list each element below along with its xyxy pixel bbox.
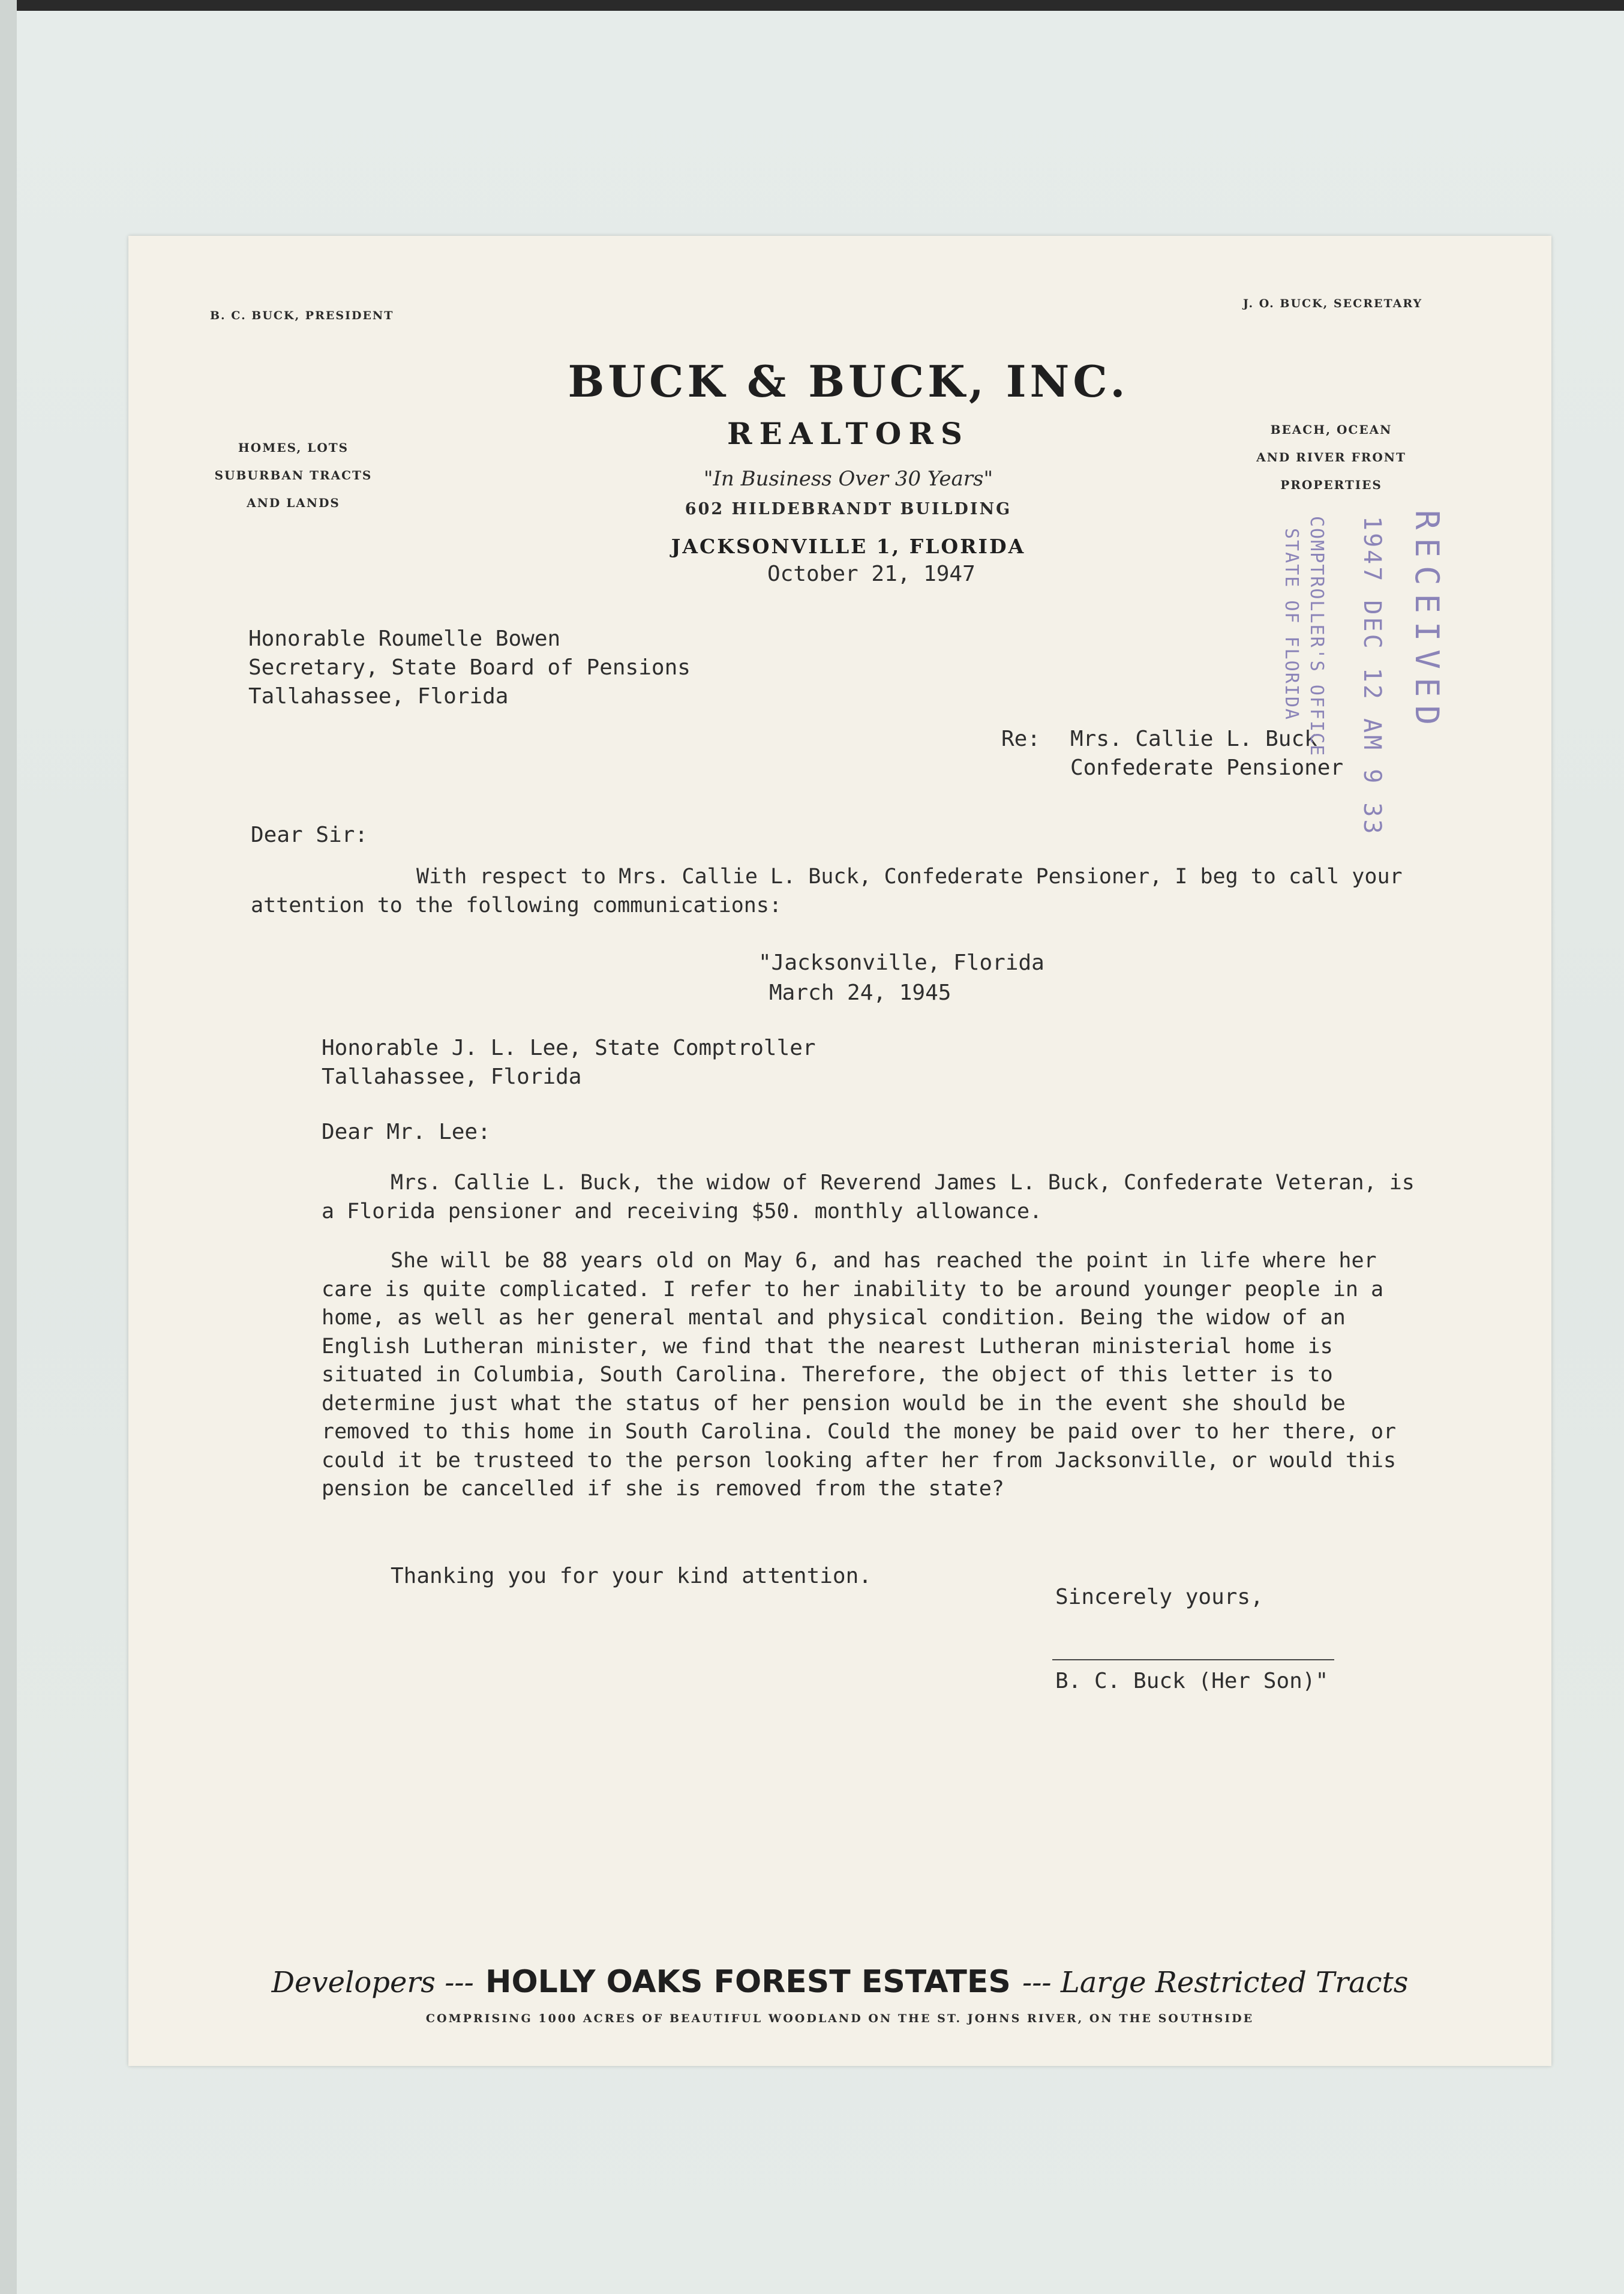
company-tagline: "In Business Over 30 Years" xyxy=(703,467,993,491)
stamp-office: COMPTROLLER'S OFFICE xyxy=(1306,516,1327,757)
signature: B. C. Buck (Her Son)" xyxy=(1055,1669,1329,1693)
president-label: B. C. BUCK, PRESIDENT xyxy=(210,309,394,322)
received-stamp xyxy=(1212,510,1494,836)
re-line: Mrs. Callie L. Buck xyxy=(1070,727,1317,751)
letter-date: October 21, 1947 xyxy=(767,562,975,586)
quoted-salutation: Dear Mr. Lee: xyxy=(322,1120,491,1144)
quoted-addressee-block xyxy=(322,1034,816,1091)
valediction: Sincerely yours, xyxy=(1055,1585,1263,1609)
services-right-line: AND RIVER FRONT xyxy=(1256,450,1406,464)
footer-estates: HOLLY OAKS FOREST ESTATES xyxy=(485,1964,1011,2000)
services-right-line: PROPERTIES xyxy=(1280,478,1382,492)
company-subtitle: REALTORS xyxy=(727,416,969,451)
footer-comprising: COMPRISING 1000 ACRES OF BEAUTIFUL WOODLAND ON THE ST. JOHNS RIVER, ON THE SOUTHSIDE xyxy=(425,2012,1254,2025)
quoted-date: March 24, 1945 xyxy=(769,980,951,1005)
company-city: JACKSONVILLE 1, FLORIDA xyxy=(671,535,1026,558)
addressee-line: Honorable Roumelle Bowen xyxy=(248,626,561,651)
quoted-thanks: Thanking you for your kind attention. xyxy=(391,1564,872,1588)
quoted-addressee-line: Tallahassee, Florida xyxy=(322,1064,582,1089)
quoted-paragraph-2: She will be 88 years old on May 6, and has reached the point in life where her care is quite complicated. I refer to her inability to be around younger people in a home, as well as her general mental and physical condition. Being the widow of an English Lutheran minister, we find that the nearest Lutheran ministerial home is situated in Columbia, South Carolina. Therefore, the object of this letter is to determine just what the status of her pension would be in the event she should be removed to this home in South Carolina. Could the money be paid over to her there, or could it be trusteed to the person looking after her from Jacksonville, or would this pension be cancelled if she is removed from the state? xyxy=(322,1249,1397,1501)
services-right-line: BEACH, OCEAN xyxy=(1270,422,1392,437)
scan-top-edge xyxy=(0,0,1624,11)
re-label: Re: xyxy=(1001,727,1041,751)
stamp-received: RECEIVED xyxy=(1408,510,1446,734)
scan-left-edge xyxy=(0,0,17,2294)
company-name: BUCK & BUCK, INC. xyxy=(568,356,1129,407)
services-left-line: SUBURBAN TRACTS xyxy=(214,468,373,482)
footer-developers: Developers --- xyxy=(271,1966,474,1999)
stamp-state: STATE OF FLORIDA xyxy=(1281,528,1302,721)
services-left-line: AND LANDS xyxy=(247,496,340,510)
salutation: Dear Sir: xyxy=(251,823,368,847)
signature-line xyxy=(1052,1659,1334,1660)
addressee-line: Secretary, State Board of Pensions xyxy=(248,655,691,680)
secretary-label: J. O. BUCK, SECRETARY xyxy=(1243,297,1423,310)
intro-paragraph: With respect to Mrs. Callie L. Buck, Confederate Pensioner, I beg to call your attention to the following communications: xyxy=(251,865,1403,917)
stamp-date: 1947 DEC 12 AM 9 33 xyxy=(1358,516,1386,836)
company-address: 602 HILDEBRANDT BUILDING xyxy=(685,500,1012,518)
services-left-block xyxy=(194,434,392,517)
footer-banner xyxy=(128,1964,1551,2000)
addressee-line: Tallahassee, Florida xyxy=(248,684,509,709)
quoted-addressee-line: Honorable J. L. Lee, State Comptroller xyxy=(322,1036,816,1060)
services-right-block xyxy=(1226,416,1436,499)
letter-page xyxy=(128,236,1551,2066)
re-line: Confederate Pensioner xyxy=(1070,755,1344,780)
addressee-block xyxy=(248,625,691,711)
quoted-paragraph-1: Mrs. Callie L. Buck, the widow of Reverend James L. Buck, Confederate Veteran, is a Florida pensioner and receiving $50. monthly allowance. xyxy=(322,1171,1415,1224)
services-left-line: HOMES, LOTS xyxy=(238,440,349,455)
quoted-place: "Jacksonville, Florida xyxy=(758,950,1044,975)
footer-tracts: --- Large Restricted Tracts xyxy=(1022,1966,1409,1999)
